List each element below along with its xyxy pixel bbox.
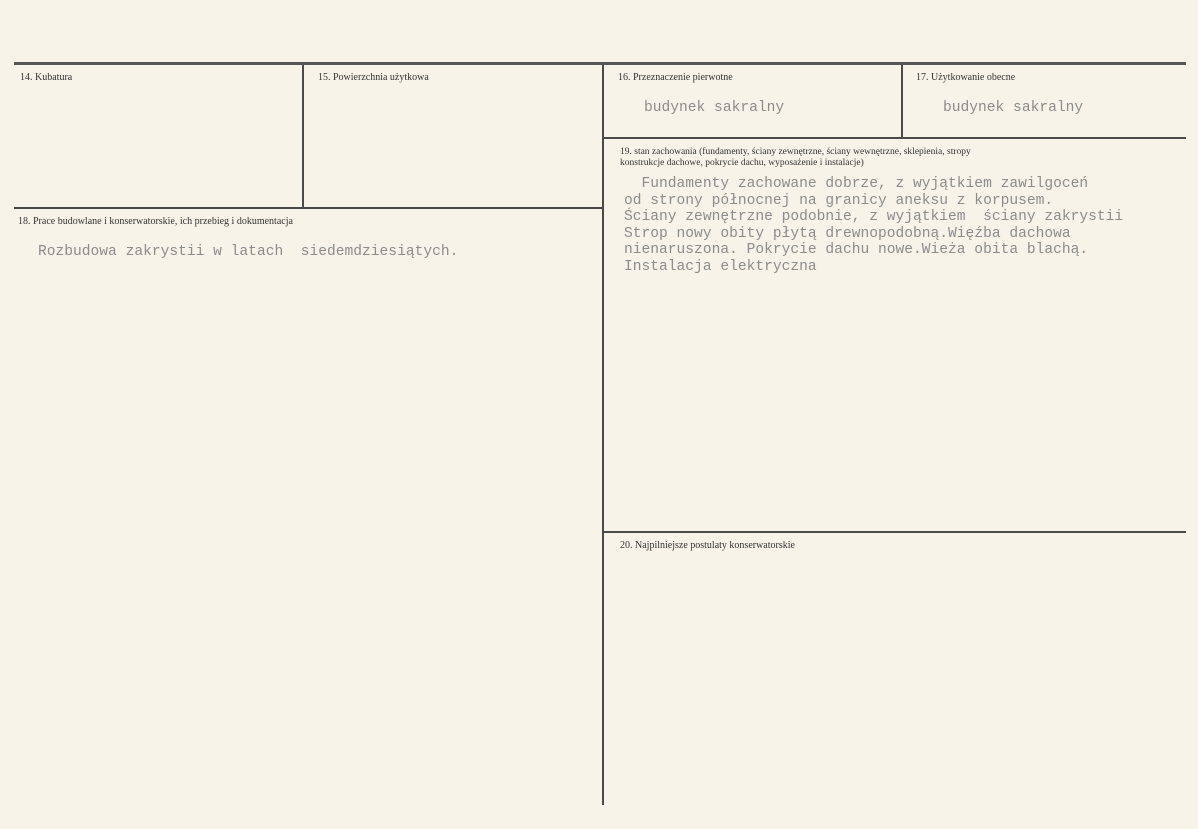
field-20-label: 20. Najpilniejsze postulaty konserwatorskie xyxy=(620,540,795,551)
field-19-line: Fundamenty zachowane dobrze, z wyjątkiem zawilgoceń xyxy=(624,176,1089,192)
field-14-label: 14. Kubatura xyxy=(20,72,73,83)
field-19-line: nienaruszona. Pokrycie dachu nowe.Wieża obita blachą. xyxy=(624,242,1089,258)
field-18-label: 18. Prace budowlane i konserwatorskie, ich przebieg i dokumentacja xyxy=(18,216,293,227)
rule-under-14-15 xyxy=(14,207,603,209)
field-16-value: budynek sakralny xyxy=(644,100,785,116)
field-19-line: Strop nowy obity płytą drewnopodobną.Więźba dachowa xyxy=(624,225,1071,242)
field-16-label: 16. Przeznaczenie pierwotne xyxy=(618,72,733,83)
rule-under-19 xyxy=(604,531,1186,533)
rule-under-16-17 xyxy=(604,137,1186,139)
field-19-label-line1: 19. stan zachowania (fundamenty, ściany zewnętrzne, ściany wewnętrzne, sklepienia, stropy xyxy=(620,147,971,157)
field-15-label: 15. Powierzchnia użytkowa xyxy=(318,72,429,83)
field-19-line: Instalacja elektryczna xyxy=(624,258,817,275)
divider-16-17 xyxy=(901,65,903,137)
top-rule xyxy=(14,62,1186,65)
divider-14-15 xyxy=(302,65,304,207)
field-19-line: Ściany zewnętrzne podobnie, z wyjątkiem ściany zakrystii xyxy=(624,209,1124,225)
field-18-value: Rozbudowa zakrystii w latach siedemdziesiątych. xyxy=(38,244,459,260)
field-19-label-line2: konstrukcje dachowe, pokrycie dachu, wyposażenie i instalacje) xyxy=(620,158,864,168)
field-17-label: 17. Użytkowanie obecne xyxy=(916,72,1016,83)
field-19-line: od strony północnej na granicy aneksu z korpusem. xyxy=(624,192,1054,209)
field-17-value: budynek sakralny xyxy=(943,100,1084,116)
divider-left-right xyxy=(602,65,604,805)
field-19-value xyxy=(624,176,1190,275)
